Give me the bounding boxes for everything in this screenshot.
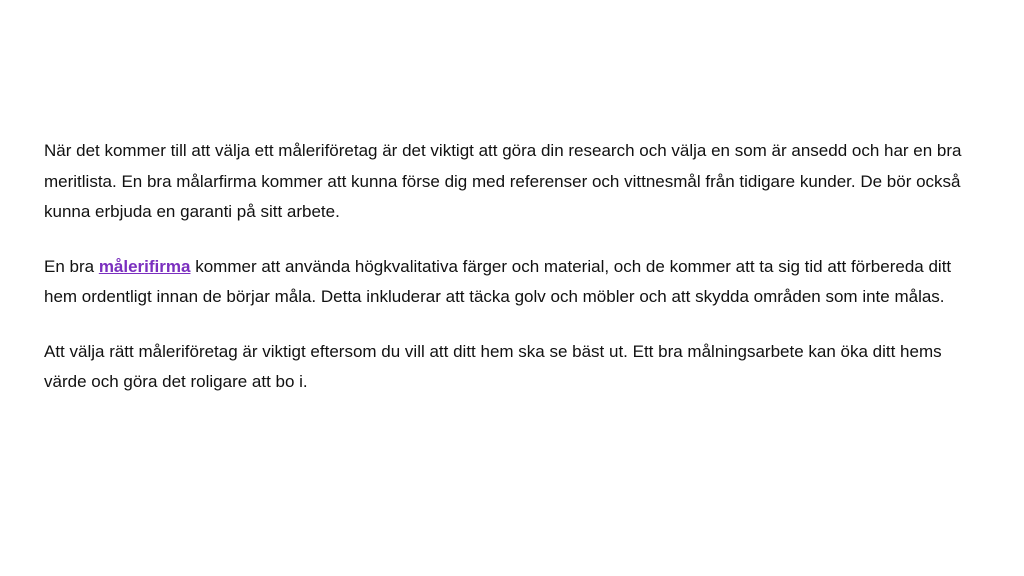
malerifirma-link[interactable]: målerifirma [98,256,191,276]
paragraph-2-rest: kommer att använda högkvalitativa färger och material, och de kommer att ta sig tid att förbereda ditt hem ordentligt innan de börjar måla. Detta inkluderar att täcka golv och möbler och att skydda områden som inte målas. [44,256,952,306]
paragraph-3: Att välja rätt måleriföretag är viktigt eftersom du vill att ditt hem ska se bäst ut. Ett bra målningsarbete kan öka ditt hems värde och göra det roligare att bo i. [44,341,942,391]
paragraph-2 [44,252,984,313]
paragraph-2-lead: En bra [44,256,99,276]
paragraph-1: När det kommer till att välja ett måleriföretag är det viktigt att göra din research och välja en som är ansedd och har en bra meritlista. En bra målarfirma kommer att kunna förse dig med referenser och vittnesmål från tidigare kunder. De bör också kunna erbjuda en garanti på sitt arbete. [44,141,962,221]
